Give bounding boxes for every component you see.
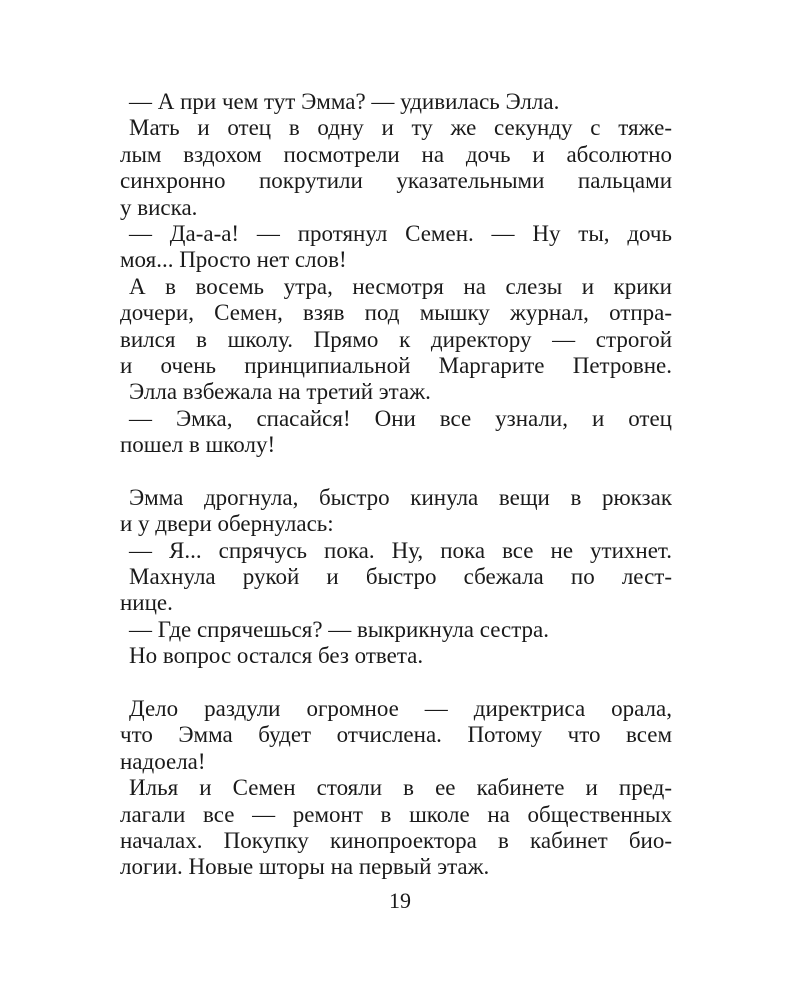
text-line: Мать и отец в одну и ту же секунду с тяже- <box>129 115 672 141</box>
text-line: Элла взбежала на третий этаж. <box>129 379 431 405</box>
text-line: и у двери обернулась: <box>120 511 334 537</box>
text-line: вился в школу. Прямо к директору — строгой <box>120 326 672 352</box>
text-line: А в восемь утра, несмотря на слезы и крики <box>129 273 672 299</box>
text-line: — Где спрячешься? — выкрикнула сестра. <box>129 616 550 642</box>
section-break <box>120 458 672 484</box>
text-line: — А при чем тут Эмма? — удивилась Элла. <box>129 89 560 114</box>
text-line: лым вздохом посмотрели на дочь и абсолютно <box>120 141 672 167</box>
text-line: началах. Покупку кинопроектора в кабинет био- <box>120 827 672 853</box>
text-line: надоела! <box>120 748 206 774</box>
text-line: — Я... спрячусь пока. Ну, пока все не утихнет. <box>129 537 672 563</box>
text-line: моя... Просто нет слов! <box>120 247 347 273</box>
text-line: логии. Новые шторы на первый этаж. <box>120 854 490 880</box>
text-line: Махнула рукой и быстро сбежала по лест- <box>129 564 672 590</box>
page-text <box>120 89 672 881</box>
text-line: нице. <box>120 590 173 616</box>
text-line: лагали все — ремонт в школе на общественных <box>120 801 672 827</box>
page-number: 19 <box>389 888 411 913</box>
text-line: Дело раздули огромное — директриса орала, <box>129 695 672 721</box>
text-line: дочери, Семен, взяв под мышку журнал, отпра- <box>120 300 672 326</box>
text-line: и очень принципиальной Маргарите Петровне. <box>120 352 672 378</box>
text-line: Илья и Семен стояли в ее кабинете и пред- <box>129 775 672 801</box>
text-line: синхронно покрутили указательными пальцами <box>120 168 672 194</box>
text-line: — Эмка, спасайся! Они все узнали, и отец <box>129 405 672 431</box>
text-line: Эмма дрогнула, быстро кинула вещи в рюкзак <box>129 484 672 510</box>
text-line: пошел в школу! <box>120 432 276 458</box>
text-line: Но вопрос остался без ответа. <box>129 643 424 669</box>
text-line: у виска. <box>120 194 198 220</box>
text-line: что Эмма будет отчислена. Потому что всем <box>120 722 672 748</box>
section-break <box>120 670 672 696</box>
text-line: — Да-а-а! — протянул Семен. — Ну ты, дочь <box>129 220 672 246</box>
